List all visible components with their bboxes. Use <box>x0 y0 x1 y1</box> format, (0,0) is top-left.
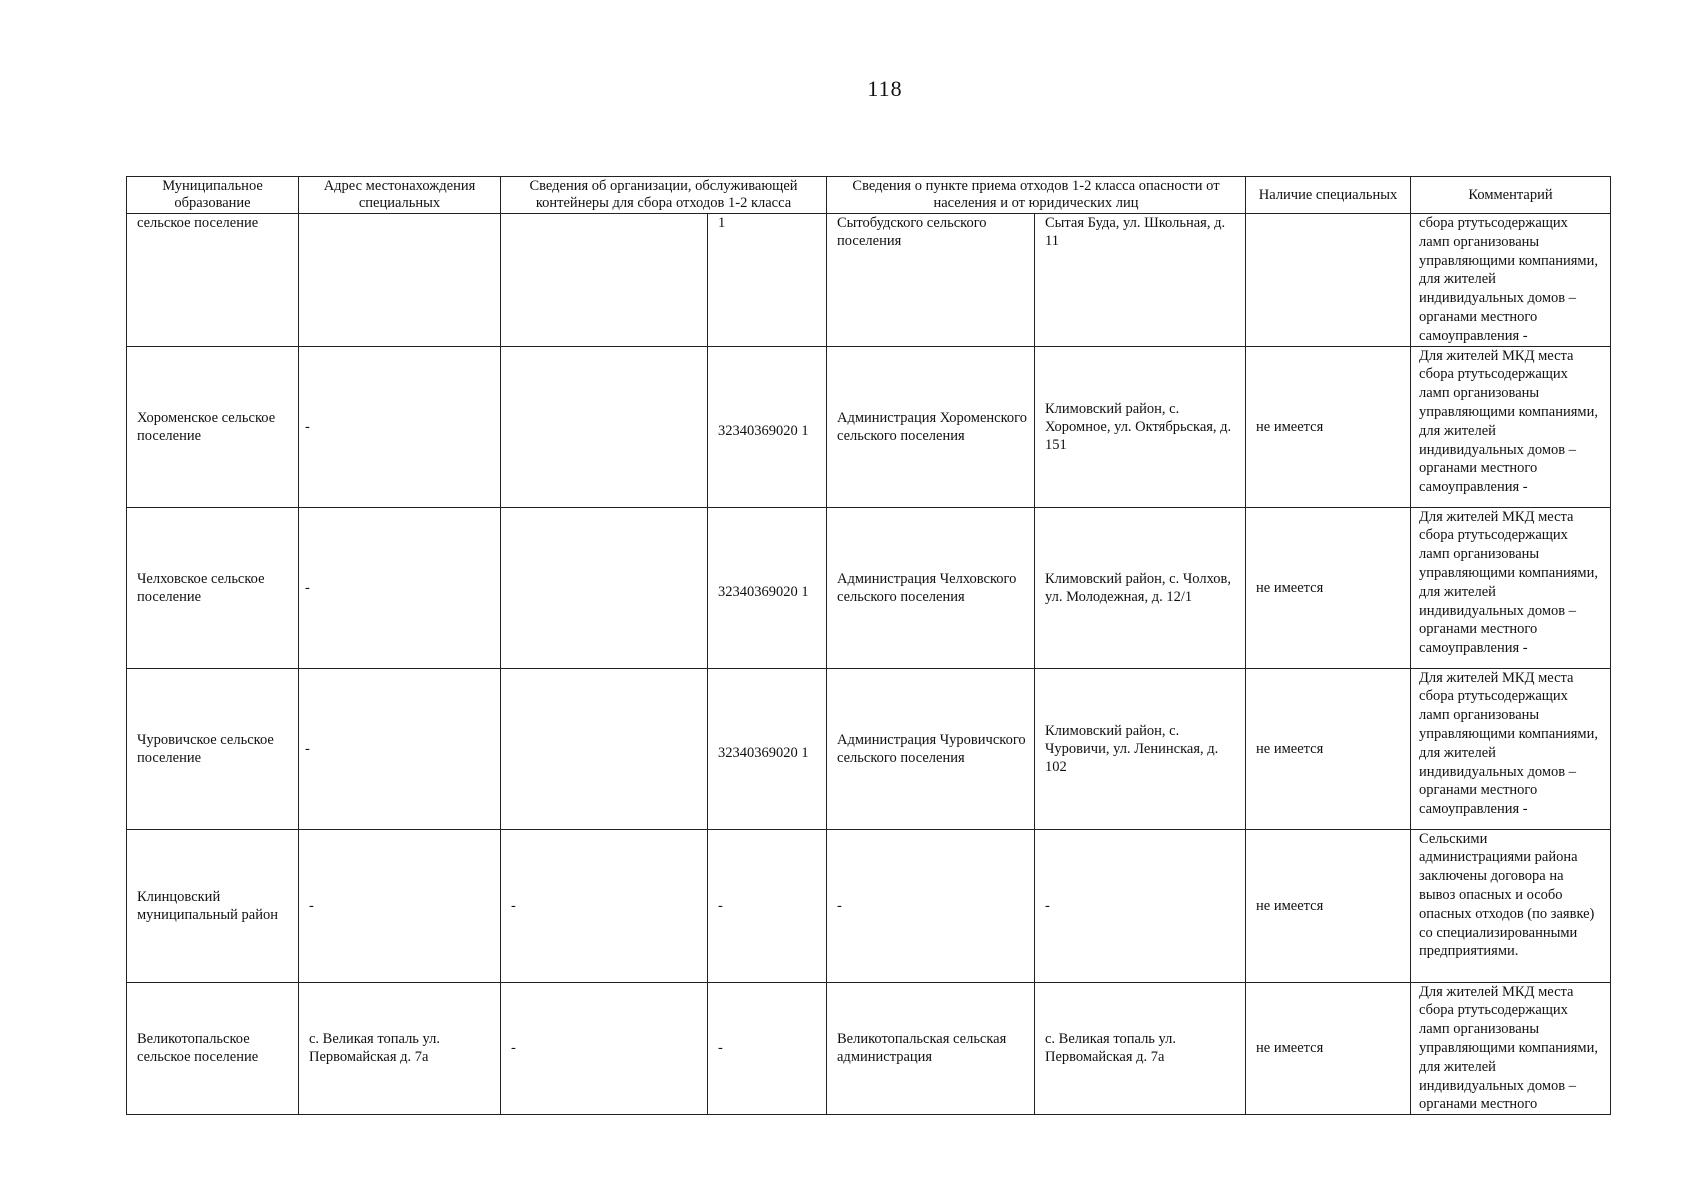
cell-comment: Для жителей МКД места сбора ртутьсодержащих ламп организованы управляющими компаниями, для жителей индивидуальных домов – органами местного самоуправления - <box>1411 668 1611 829</box>
cell-municipality: Клинцовский муниципальный район <box>127 829 299 982</box>
header-address: Адрес местонахождения специальных <box>299 177 501 214</box>
cell-code: - <box>708 982 827 1115</box>
table-row <box>127 507 1611 668</box>
cell-availability: не имеется <box>1246 346 1411 507</box>
cell-code: 32340369020 1 <box>708 346 827 507</box>
cell-point-address: - <box>1035 829 1246 982</box>
cell-availability: не имеется <box>1246 829 1411 982</box>
cell-comment: Сельскими администрациями района заключены договора на вывоз опасных и особо опасных отходов (по заявке) со специализированными предприятиями. <box>1411 829 1611 982</box>
header-availability: Наличие специальных <box>1246 177 1411 214</box>
cell-point-address: Климовский район, с. Чолхов, ул. Молодежная, д. 12/1 <box>1035 507 1246 668</box>
header-municipality: Муниципальное образование <box>127 177 299 214</box>
cell-comment: Для жителей МКД места сбора ртутьсодержащих ламп организованы управляющими компаниями, для жителей индивидуальных домов – органами местного <box>1411 982 1611 1115</box>
cell-code: 1 <box>708 214 827 347</box>
cell-point-address: Сытая Буда, ул. Школьная, д. 11 <box>1035 214 1246 347</box>
cell-comment: сбора ртутьсодержащих ламп организованы управляющими компаниями, для жителей индивидуальных домов – органами местного самоуправления - <box>1411 214 1611 347</box>
header-collection-point: Сведения о пункте приема отходов 1-2 класса опасности от населения и от юридических лиц <box>827 177 1246 214</box>
cell-org <box>501 346 708 507</box>
cell-address: с. Великая топаль ул. Первомайская д. 7а <box>299 982 501 1115</box>
cell-availability: не имеется <box>1246 982 1411 1115</box>
cell-availability <box>1246 214 1411 347</box>
header-comment: Комментарий <box>1411 177 1611 214</box>
cell-point-address: с. Великая топаль ул. Первомайская д. 7а <box>1035 982 1246 1115</box>
cell-point-org: - <box>827 829 1035 982</box>
cell-code: 32340369020 1 <box>708 668 827 829</box>
table-row <box>127 982 1611 1115</box>
cell-address: - <box>299 507 501 668</box>
cell-address: - <box>299 829 501 982</box>
table-row <box>127 829 1611 982</box>
cell-address: - <box>299 668 501 829</box>
table-row <box>127 668 1611 829</box>
cell-org <box>501 214 708 347</box>
cell-point-org: Великотопальская сельская администрация <box>827 982 1035 1115</box>
cell-org: - <box>501 829 708 982</box>
cell-org: - <box>501 982 708 1115</box>
cell-point-org: Администрация Челховского сельского поселения <box>827 507 1035 668</box>
page-number: 118 <box>867 76 903 101</box>
header-organization: Сведения об организации, обслуживающей контейнеры для сбора отходов 1-2 класса <box>501 177 827 214</box>
cell-municipality: Чуровичское сельское поселение <box>127 668 299 829</box>
table-row <box>127 214 1611 347</box>
cell-point-address: Климовский район, с. Хоромное, ул. Октябрьская, д. 151 <box>1035 346 1246 507</box>
cell-point-org: Сытобудского сельского поселения <box>827 214 1035 347</box>
cell-code: - <box>708 829 827 982</box>
waste-collection-table <box>126 176 1611 1115</box>
cell-comment: Для жителей МКД места сбора ртутьсодержащих ламп организованы управляющими компаниями, для жителей индивидуальных домов – органами местного самоуправления - <box>1411 346 1611 507</box>
cell-address <box>299 214 501 347</box>
cell-municipality: сельское поселение <box>127 214 299 347</box>
table-row <box>127 346 1611 507</box>
cell-municipality: Великотопальское сельское поселение <box>127 982 299 1115</box>
cell-code: 32340369020 1 <box>708 507 827 668</box>
cell-org <box>501 507 708 668</box>
cell-municipality: Хороменское сельское поселение <box>127 346 299 507</box>
header-row <box>127 177 1611 214</box>
cell-point-org: Администрация Чуровичского сельского поселения <box>827 668 1035 829</box>
cell-point-address: Климовский район, с. Чуровичи, ул. Ленинская, д. 102 <box>1035 668 1246 829</box>
cell-availability: не имеется <box>1246 507 1411 668</box>
cell-municipality: Челховское сельское поселение <box>127 507 299 668</box>
cell-comment: Для жителей МКД места сбора ртутьсодержащих ламп организованы управляющими компаниями, для жителей индивидуальных домов – органами местного самоуправления - <box>1411 507 1611 668</box>
cell-point-org: Администрация Хороменского сельского поселения <box>827 346 1035 507</box>
cell-address: - <box>299 346 501 507</box>
cell-org <box>501 668 708 829</box>
cell-availability: не имеется <box>1246 668 1411 829</box>
